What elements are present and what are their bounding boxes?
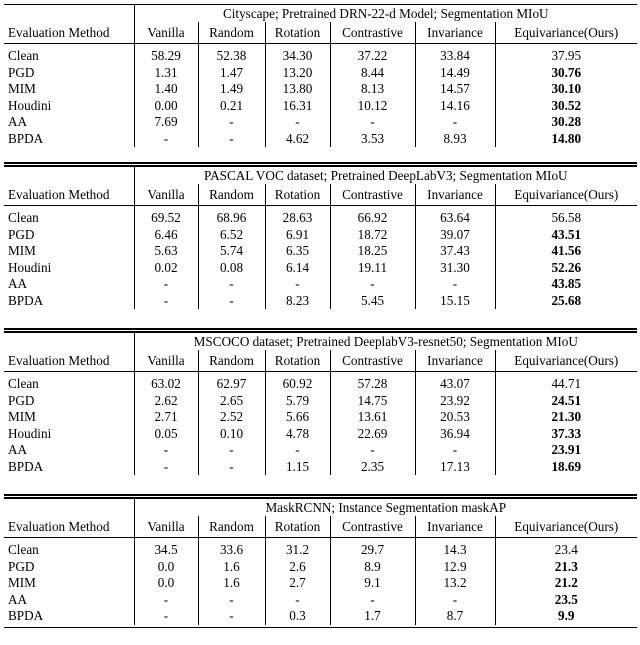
value-cell: -: [265, 442, 330, 459]
method-cell: AA: [4, 592, 134, 609]
value-cell: 1.31: [134, 65, 198, 82]
method-cell: PGD: [4, 559, 134, 576]
value-cell: 66.92: [330, 205, 415, 227]
method-cell: Houdini: [4, 260, 134, 277]
table-row: [4, 592, 637, 609]
column-header: Invariance: [415, 184, 495, 205]
value-cell: -: [330, 276, 415, 293]
value-cell: 12.9: [415, 559, 495, 576]
value-cell: 41.56: [551, 243, 582, 258]
value-cell: 1.49: [198, 81, 265, 98]
value-cell: 8.13: [330, 81, 415, 98]
results-table: [4, 333, 637, 475]
column-header: Contrastive: [330, 516, 415, 537]
value-cell: 1.15: [265, 459, 330, 476]
value-cell: -: [265, 592, 330, 609]
column-header: Rotation: [265, 22, 330, 43]
value-cell: 4.78: [265, 426, 330, 443]
header-corner: [4, 333, 134, 350]
method-cell: BPDA: [4, 131, 134, 148]
value-cell: -: [134, 592, 198, 609]
value-cell: 8.23: [265, 293, 330, 310]
value-cell: 34.30: [265, 43, 330, 65]
value-cell: 13.2: [415, 575, 495, 592]
value-cell: 17.13: [415, 459, 495, 476]
value-cell: 52.38: [198, 43, 265, 65]
value-cell: -: [134, 459, 198, 476]
value-cell: 6.14: [265, 260, 330, 277]
value-cell: 13.80: [265, 81, 330, 98]
value-cell: 21.30: [551, 409, 582, 424]
header-corner: [4, 167, 134, 184]
column-header: Equivariance(Ours): [514, 25, 619, 40]
value-cell: 14.3: [415, 537, 495, 559]
double-rule: [4, 328, 637, 330]
method-cell: Clean: [4, 537, 134, 559]
value-cell: 68.96: [198, 205, 265, 227]
value-cell: 18.25: [330, 243, 415, 260]
value-cell: -: [415, 442, 495, 459]
column-header: Equivariance(Ours): [514, 187, 619, 202]
column-header: Random: [198, 184, 265, 205]
value-cell: 1.40: [134, 81, 198, 98]
table-row: [4, 409, 637, 426]
value-cell: -: [198, 592, 265, 609]
table-row: [4, 426, 637, 443]
column-header: Invariance: [415, 22, 495, 43]
method-cell: Clean: [4, 43, 134, 65]
evaluation-method-header: Evaluation Method: [4, 22, 134, 43]
column-header: Vanilla: [134, 350, 198, 371]
value-cell: 23.91: [551, 442, 582, 457]
value-cell: -: [134, 293, 198, 310]
value-cell: -: [134, 131, 198, 148]
value-cell: 63.64: [415, 205, 495, 227]
method-cell: PGD: [4, 393, 134, 410]
results-table: [4, 499, 637, 625]
value-cell: 39.07: [415, 227, 495, 244]
value-cell: 18.69: [551, 458, 582, 474]
value-cell: 6.52: [198, 227, 265, 244]
table-row: [4, 537, 637, 559]
value-cell: 2.6: [265, 559, 330, 576]
value-cell: 22.69: [330, 426, 415, 443]
value-cell: -: [198, 131, 265, 148]
evaluation-method-header: Evaluation Method: [4, 184, 134, 205]
value-cell: 1.47: [198, 65, 265, 82]
table-row: [4, 65, 637, 82]
method-cell: BPDA: [4, 293, 134, 310]
results-table: [4, 167, 637, 309]
value-cell: 5.66: [265, 409, 330, 426]
header-corner: [4, 499, 134, 516]
value-cell: -: [330, 592, 415, 609]
value-cell: 0.02: [134, 260, 198, 277]
column-header: Invariance: [415, 516, 495, 537]
value-cell: 14.57: [415, 81, 495, 98]
value-cell: 13.61: [330, 409, 415, 426]
header-rule: [4, 537, 637, 538]
value-cell: 43.51: [551, 226, 582, 242]
value-cell: 8.44: [330, 65, 415, 82]
value-cell: 15.15: [415, 293, 495, 310]
table-row: [4, 459, 637, 476]
value-cell: 6.46: [134, 227, 198, 244]
method-cell: BPDA: [4, 459, 134, 476]
method-cell: PGD: [4, 227, 134, 244]
value-cell: 31.30: [415, 260, 495, 277]
method-cell: MIM: [4, 575, 134, 592]
value-cell: 14.80: [551, 130, 582, 146]
column-header: Invariance: [415, 350, 495, 371]
value-cell: 0.3: [265, 608, 330, 625]
column-header: Vanilla: [134, 516, 198, 537]
value-cell: -: [198, 442, 265, 459]
table-row: [4, 260, 637, 277]
method-cell: Houdini: [4, 98, 134, 115]
value-cell: 2.71: [134, 409, 198, 426]
column-header: Contrastive: [330, 22, 415, 43]
method-cell: BPDA: [4, 608, 134, 625]
value-cell: 21.3: [554, 558, 578, 574]
table-title: PASCAL VOC dataset; Pretrained DeepLabV3; Segmentation MIoU: [203, 168, 568, 183]
value-cell: 6.91: [265, 227, 330, 244]
value-cell: -: [198, 276, 265, 293]
value-cell: 23.92: [415, 393, 495, 410]
value-cell: 2.62: [134, 393, 198, 410]
table-row: [4, 276, 637, 293]
value-cell: 16.31: [265, 98, 330, 115]
value-cell: -: [134, 276, 198, 293]
value-cell: 5.45: [330, 293, 415, 310]
value-cell: 37.95: [551, 48, 582, 63]
method-cell: AA: [4, 442, 134, 459]
results-table: [4, 5, 637, 147]
value-cell: 8.7: [415, 608, 495, 625]
value-cell: 56.58: [551, 210, 582, 225]
value-cell: 25.68: [551, 292, 582, 308]
table-row: [4, 393, 637, 410]
value-cell: 0.05: [134, 426, 198, 443]
value-cell: 14.75: [330, 393, 415, 410]
value-cell: -: [134, 608, 198, 625]
method-cell: AA: [4, 276, 134, 293]
column-header: Vanilla: [134, 22, 198, 43]
table-row: [4, 227, 637, 244]
value-cell: 0.0: [134, 559, 198, 576]
value-cell: 14.16: [415, 98, 495, 115]
method-cell: MIM: [4, 81, 134, 98]
column-header: Rotation: [265, 516, 330, 537]
column-header: Random: [198, 22, 265, 43]
value-cell: 13.20: [265, 65, 330, 82]
value-cell: 9.1: [330, 575, 415, 592]
value-cell: -: [265, 276, 330, 293]
value-cell: 60.92: [265, 371, 330, 393]
value-cell: 63.02: [134, 371, 198, 393]
value-cell: 5.79: [265, 393, 330, 410]
value-cell: 19.11: [330, 260, 415, 277]
column-header: Vanilla: [134, 184, 198, 205]
method-cell: Clean: [4, 205, 134, 227]
column-header: Rotation: [265, 350, 330, 371]
evaluation-method-header: Evaluation Method: [4, 350, 134, 371]
header-rule: [4, 371, 637, 372]
value-cell: 52.26: [551, 259, 582, 275]
value-cell: 2.35: [330, 459, 415, 476]
value-cell: 69.52: [134, 205, 198, 227]
table-row: [4, 114, 637, 131]
table-row: [4, 81, 637, 98]
double-rule: [4, 162, 637, 164]
header-corner: [4, 5, 134, 22]
value-cell: 2.65: [198, 393, 265, 410]
header-rule: [4, 205, 637, 206]
column-header: Equivariance(Ours): [514, 519, 619, 534]
column-header: Random: [198, 350, 265, 371]
table-title: Cityscape; Pretrained DRN-22-d Model; Segmentation MIoU: [222, 6, 549, 21]
method-cell: MIM: [4, 243, 134, 260]
column-header: Contrastive: [330, 350, 415, 371]
value-cell: 0.21: [198, 98, 265, 115]
value-cell: 0.08: [198, 260, 265, 277]
column-header: Random: [198, 516, 265, 537]
table-title: MSCOCO dataset; Pretrained DeeplabV3-resnet50; Segmentation MIoU: [193, 334, 578, 349]
value-cell: 6.35: [265, 243, 330, 260]
value-cell: 33.6: [198, 537, 265, 559]
value-cell: 5.74: [198, 243, 265, 260]
value-cell: -: [198, 114, 265, 131]
value-cell: 7.69: [134, 114, 198, 131]
value-cell: 1.7: [330, 608, 415, 625]
value-cell: -: [265, 114, 330, 131]
value-cell: 18.72: [330, 227, 415, 244]
value-cell: 20.53: [415, 409, 495, 426]
value-cell: 44.71: [551, 376, 582, 391]
value-cell: 21.2: [554, 575, 578, 590]
value-cell: 37.43: [415, 243, 495, 260]
value-cell: 8.9: [330, 559, 415, 576]
evaluation-method-header: Evaluation Method: [4, 516, 134, 537]
value-cell: 43.07: [415, 371, 495, 393]
value-cell: -: [198, 608, 265, 625]
value-cell: 37.22: [330, 43, 415, 65]
table-row: [4, 293, 637, 310]
table-row: [4, 131, 637, 148]
value-cell: 0.10: [198, 426, 265, 443]
value-cell: 36.94: [415, 426, 495, 443]
table-row: [4, 205, 637, 227]
table-title: MaskRCNN; Instance Segmentation maskAP: [265, 500, 507, 515]
value-cell: -: [134, 442, 198, 459]
method-cell: AA: [4, 114, 134, 131]
value-cell: -: [415, 592, 495, 609]
value-cell: 9.9: [558, 608, 575, 623]
value-cell: 29.7: [330, 537, 415, 559]
method-cell: Houdini: [4, 426, 134, 443]
value-cell: 28.63: [265, 205, 330, 227]
method-cell: Clean: [4, 371, 134, 393]
value-cell: 37.33: [551, 425, 582, 441]
value-cell: 62.97: [198, 371, 265, 393]
method-cell: PGD: [4, 65, 134, 82]
column-header: Equivariance(Ours): [514, 353, 619, 368]
table-row: [4, 43, 637, 65]
value-cell: 30.10: [551, 81, 582, 96]
value-cell: 57.28: [330, 371, 415, 393]
value-cell: 0.00: [134, 98, 198, 115]
value-cell: 2.52: [198, 409, 265, 426]
table-row: [4, 559, 637, 576]
value-cell: -: [415, 114, 495, 131]
value-cell: 3.53: [330, 131, 415, 148]
value-cell: -: [330, 442, 415, 459]
bottom-rule: [4, 627, 637, 628]
value-cell: 5.63: [134, 243, 198, 260]
value-cell: 14.49: [415, 65, 495, 82]
column-header: Contrastive: [330, 184, 415, 205]
table-row: [4, 98, 637, 115]
value-cell: -: [198, 293, 265, 310]
value-cell: 34.5: [134, 537, 198, 559]
column-header: Rotation: [265, 184, 330, 205]
value-cell: 1.6: [198, 559, 265, 576]
value-cell: 4.62: [265, 131, 330, 148]
value-cell: 58.29: [134, 43, 198, 65]
table-row: [4, 575, 637, 592]
value-cell: 23.5: [554, 591, 578, 607]
table-row: [4, 442, 637, 459]
table-row: [4, 243, 637, 260]
method-cell: MIM: [4, 409, 134, 426]
header-rule: [4, 43, 637, 44]
value-cell: 24.51: [551, 392, 582, 408]
value-cell: 31.2: [265, 537, 330, 559]
value-cell: -: [330, 114, 415, 131]
value-cell: 30.52: [551, 97, 582, 113]
double-rule: [4, 494, 637, 496]
value-cell: 23.4: [554, 542, 578, 557]
value-cell: 10.12: [330, 98, 415, 115]
value-cell: 2.7: [265, 575, 330, 592]
value-cell: 33.84: [415, 43, 495, 65]
table-row: [4, 608, 637, 625]
value-cell: 1.6: [198, 575, 265, 592]
value-cell: -: [415, 276, 495, 293]
value-cell: -: [198, 459, 265, 476]
value-cell: 30.76: [551, 64, 582, 80]
value-cell: 43.85: [551, 276, 582, 291]
value-cell: 8.93: [415, 131, 495, 148]
table-row: [4, 371, 637, 393]
value-cell: 30.28: [551, 114, 582, 129]
value-cell: 0.0: [134, 575, 198, 592]
